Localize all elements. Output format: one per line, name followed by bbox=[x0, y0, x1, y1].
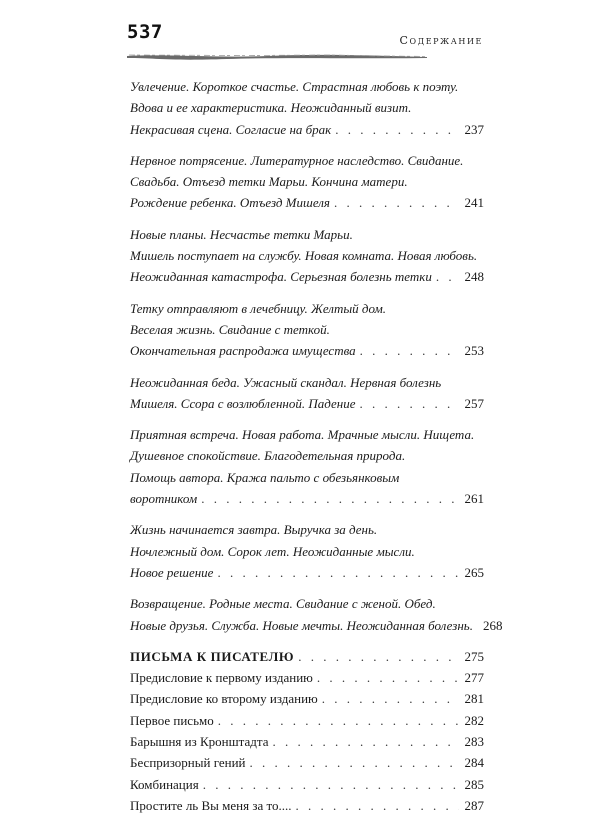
section-item-page: 277 bbox=[464, 670, 484, 686]
toc-entry-line: Веселая жизнь. Свидание с теткой. bbox=[130, 321, 330, 337]
toc-entry-line: Увлечение. Короткое счастье. Страстная любовь к поэту. bbox=[130, 79, 459, 94]
toc-entry-text: Мишеля. Ссора с возлюбленной. Падение bbox=[130, 395, 356, 411]
section-item-page: 282 bbox=[464, 712, 484, 728]
toc-entry-text: воротником bbox=[130, 491, 198, 507]
toc-entry-page: 253 bbox=[464, 343, 484, 359]
toc-entry-text: Неожиданная катастрофа. Серьезная болезнь тетки bbox=[130, 269, 432, 285]
toc-entry-line: Приятная встреча. Новая работа. Мрачные мысли. Нищета. bbox=[130, 427, 475, 443]
section-item-page: 283 bbox=[464, 734, 484, 750]
section-heading bbox=[130, 646, 484, 667]
toc-entry-page: 241 bbox=[464, 195, 484, 211]
toc-entry bbox=[130, 150, 484, 214]
section-item bbox=[130, 752, 484, 773]
section-items bbox=[130, 667, 484, 816]
toc-entry bbox=[130, 76, 484, 140]
toc-entry-line: Вдова и ее характеристика. Неожиданный визит. bbox=[130, 100, 412, 116]
toc-entry-last-line bbox=[130, 192, 484, 213]
toc-entry bbox=[130, 593, 503, 636]
section-item-title: Предисловие к первому изданию bbox=[130, 670, 313, 686]
toc-entry-last-line bbox=[130, 488, 484, 509]
toc-entry-line: Мишель поступает на службу. Новая комната. Новая любовь. bbox=[130, 248, 478, 264]
section-item-title: Беспризорный гений bbox=[130, 755, 246, 771]
toc-entry-page: 261 bbox=[464, 491, 484, 507]
section-item bbox=[130, 774, 484, 795]
section-item-page: 284 bbox=[464, 755, 484, 771]
section-item-title: Первое письмо bbox=[130, 712, 214, 728]
toc-entry-line: Возвращение. Родные места. Свидание с женой. Обед. bbox=[130, 596, 436, 612]
toc-entry-page: 268 bbox=[482, 617, 503, 633]
toc-entry-last-line bbox=[130, 119, 484, 140]
leader-dots bbox=[355, 393, 458, 414]
toc-entry-text: Новое решение bbox=[130, 564, 214, 580]
running-title: Содержание bbox=[399, 34, 483, 47]
toc-entry bbox=[130, 298, 484, 362]
leader-dots bbox=[213, 562, 458, 583]
leader-dots bbox=[294, 646, 458, 667]
section-title: ПИСЬМА К ПИСАТЕЛЮ bbox=[130, 648, 295, 664]
toc-entry-line: Новые планы. Несчастье тетки Марьи. bbox=[130, 226, 353, 242]
section-item-page: 281 bbox=[464, 691, 484, 707]
toc-entry-last-line bbox=[130, 266, 484, 287]
section-letters bbox=[130, 646, 484, 816]
toc-entry-last-line bbox=[130, 615, 503, 636]
toc-entry-page: 237 bbox=[464, 121, 484, 137]
toc-entry-page: 265 bbox=[464, 564, 484, 580]
section-item-title: Предисловие ко второму изданию bbox=[130, 691, 318, 707]
leader-dots bbox=[330, 192, 459, 213]
leader-dots bbox=[197, 488, 458, 509]
leader-dots bbox=[313, 667, 459, 688]
toc-entry-text: Окончательная распродажа имущества bbox=[130, 343, 356, 359]
toc-entry-text: Рождение ребенка. Отъезд Мишеля bbox=[130, 195, 330, 211]
toc-entry-line: Ночлежный дом. Сорок лет. Неожиданные мысли. bbox=[130, 543, 415, 559]
toc-entry-line: Свадьба. Отъезд тетки Марьи. Кончина матери. bbox=[130, 174, 408, 190]
table-of-contents bbox=[130, 76, 503, 816]
toc-entry-line: Неожиданная беда. Ужасный скандал. Нервная болезнь bbox=[130, 374, 442, 390]
leader-dots bbox=[246, 752, 459, 773]
leader-dots bbox=[331, 119, 458, 140]
leader-dots bbox=[199, 774, 459, 795]
toc-entry-line: Душевное спокойствие. Благодетельная природа. bbox=[130, 448, 406, 464]
toc-entry-last-line bbox=[130, 562, 484, 583]
toc-entry bbox=[130, 519, 484, 583]
toc-entry-line: Тетку отправляют в лечебницу. Желтый дом. bbox=[130, 300, 387, 316]
chapter-entries bbox=[130, 76, 503, 636]
section-page: 275 bbox=[464, 648, 484, 664]
toc-entry-text: Новые друзья. Служба. Новые мечты. Неожиданная болезнь. bbox=[130, 617, 473, 633]
leader-dots bbox=[432, 266, 459, 287]
leader-dots bbox=[292, 795, 459, 816]
section-item-page: 287 bbox=[464, 797, 484, 813]
leader-dots bbox=[214, 710, 459, 731]
section-item bbox=[130, 731, 484, 752]
section-item bbox=[130, 710, 484, 731]
toc-entry-line: Нервное потрясение. Литературное наследство. Свидание. bbox=[130, 152, 464, 168]
toc-entry-text: Некрасивая сцена. Согласие на брак bbox=[130, 121, 332, 137]
toc-entry bbox=[130, 372, 484, 415]
section-item bbox=[130, 667, 484, 688]
toc-entry bbox=[130, 424, 484, 509]
toc-entry-last-line bbox=[130, 393, 484, 414]
page-number: 537 bbox=[127, 21, 163, 43]
brush-stroke-ornament bbox=[127, 53, 427, 60]
section-item-title: Барышня из Кронштадта bbox=[130, 734, 269, 750]
toc-entry bbox=[130, 224, 484, 288]
section-item-title: Простите ль Вы меня за то.... bbox=[130, 797, 292, 813]
leader-dots bbox=[318, 688, 459, 709]
toc-entry-line: Жизнь начинается завтра. Выручка за день. bbox=[130, 522, 378, 538]
leader-dots bbox=[356, 340, 459, 361]
toc-entry-page: 257 bbox=[464, 395, 484, 411]
page-header bbox=[127, 20, 483, 60]
section-item bbox=[130, 688, 484, 709]
toc-entry-page: 248 bbox=[464, 269, 484, 285]
toc-entry-line: Помощь автора. Кража пальто с обезьянковым bbox=[130, 469, 400, 485]
section-item bbox=[130, 795, 484, 816]
section-item-title: Комбинация bbox=[130, 776, 199, 792]
section-item-page: 285 bbox=[464, 776, 484, 792]
leader-dots bbox=[268, 731, 458, 752]
toc-entry-last-line bbox=[130, 340, 484, 361]
